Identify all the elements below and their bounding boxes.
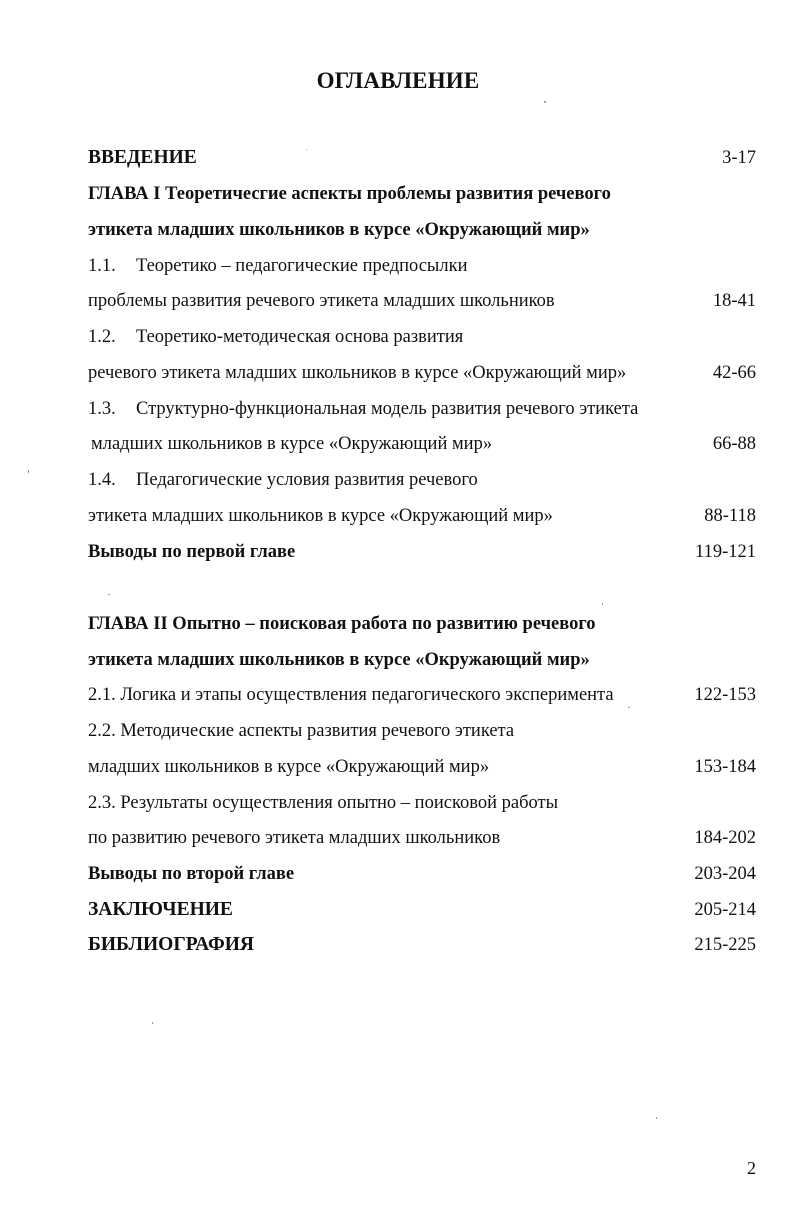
toc-bibliography-pages: 215-225 xyxy=(694,935,756,955)
toc-intro-pages: 3-17 xyxy=(722,148,756,168)
toc-section-1-3-text1: Структурно-функциональная модель развития речевого этикета xyxy=(136,399,639,419)
scan-speck xyxy=(28,470,29,473)
toc-section-1-2-pages: 42-66 xyxy=(712,363,756,383)
toc-section-1-2-line1 xyxy=(88,325,463,349)
toc-chapter1-conclusions-pages: 119-121 xyxy=(695,542,756,562)
toc-section-1-1-pages: 18-41 xyxy=(712,291,756,311)
toc-section-1-2-text1: Теоретико-методическая основа развития xyxy=(136,327,464,347)
toc-section-1-1-number: 1.1. xyxy=(88,256,116,276)
toc-conclusion-pages: 205-214 xyxy=(694,900,756,920)
toc-section-1-4-line2: этикета младших школьников в курсе «Окружающий мир» xyxy=(88,506,553,526)
toc-section-1-2-number: 1.2. xyxy=(88,327,116,347)
page-number: 2 xyxy=(747,1158,756,1178)
toc-section-1-3-line2: младших школьников в курсе «Окружающий мир» xyxy=(91,434,493,454)
toc-section-2-3-line1: 2.3. Результаты осуществления опытно – поисковой работы xyxy=(88,793,559,813)
scan-speck xyxy=(544,101,546,103)
toc-section-1-4-pages: 88-118 xyxy=(704,506,756,526)
toc-chapter2-title-line2: этикета младших школьников в курсе «Окружающий мир» xyxy=(88,650,590,670)
toc-section-2-2-pages: 153-184 xyxy=(694,757,756,777)
toc-section-1-3-pages: 66-88 xyxy=(712,434,756,454)
toc-bibliography-label: БИБЛИОГРАФИЯ xyxy=(88,934,255,955)
toc-chapter1-conclusions-label: Выводы по первой главе xyxy=(88,542,296,562)
toc-chapter2-conclusions-label: Выводы по второй главе xyxy=(88,864,295,884)
scan-speck xyxy=(656,1117,657,1119)
toc-section-1-3-number: 1.3. xyxy=(88,399,116,419)
toc-section-2-2-line1: 2.2. Методические аспекты развития речевого этикета xyxy=(88,721,515,741)
toc-section-1-4-text1: Педагогические условия развития речевого xyxy=(136,470,478,490)
toc-section-1-3-line1 xyxy=(88,397,638,421)
scan-speck xyxy=(152,1022,153,1024)
toc-section-2-3-pages: 184-202 xyxy=(694,828,756,848)
toc-section-2-3-line2: по развитию речевого этикета младших школьников xyxy=(88,828,501,848)
toc-intro-label: ВВЕДЕНИЕ xyxy=(88,147,197,168)
toc-conclusion-label: ЗАКЛЮЧЕНИЕ xyxy=(88,899,233,920)
scan-speck xyxy=(108,594,110,595)
scan-speck xyxy=(628,707,630,708)
toc-section-1-1-line1 xyxy=(88,254,467,278)
scan-speck xyxy=(602,603,603,605)
toc-chapter1-title-line1: ГЛАВА I Теоретичесгие аспекты проблемы развития речевого xyxy=(88,184,611,204)
toc-section-1-1-text1: Теоретико – педагогические предпосылки xyxy=(136,256,468,276)
scan-speck xyxy=(306,149,307,150)
page-title: ОГЛАВЛЕНИЕ xyxy=(316,68,480,93)
toc-section-1-4-number: 1.4. xyxy=(88,470,116,490)
toc-section-2-1-line1: 2.1. Логика и этапы осуществления педагогического эксперимента xyxy=(88,685,614,705)
toc-section-1-4-line1 xyxy=(88,468,478,492)
toc-chapter2-title-line1: ГЛАВА II Опытно – поисковая работа по развитию речевого xyxy=(88,614,596,634)
toc-section-1-2-line2: речевого этикета младших школьников в курсе «Окружающий мир» xyxy=(88,363,627,383)
toc-section-2-2-line2: младших школьников в курсе «Окружающий мир» xyxy=(88,757,490,777)
toc-chapter2-conclusions-pages: 203-204 xyxy=(694,864,756,884)
toc-chapter1-title-line2: этикета младших школьников в курсе «Окружающий мир» xyxy=(88,220,590,240)
toc-section-1-1-line2: проблемы развития речевого этикета младших школьников xyxy=(88,291,555,311)
toc-section-2-1-pages: 122-153 xyxy=(694,685,756,705)
